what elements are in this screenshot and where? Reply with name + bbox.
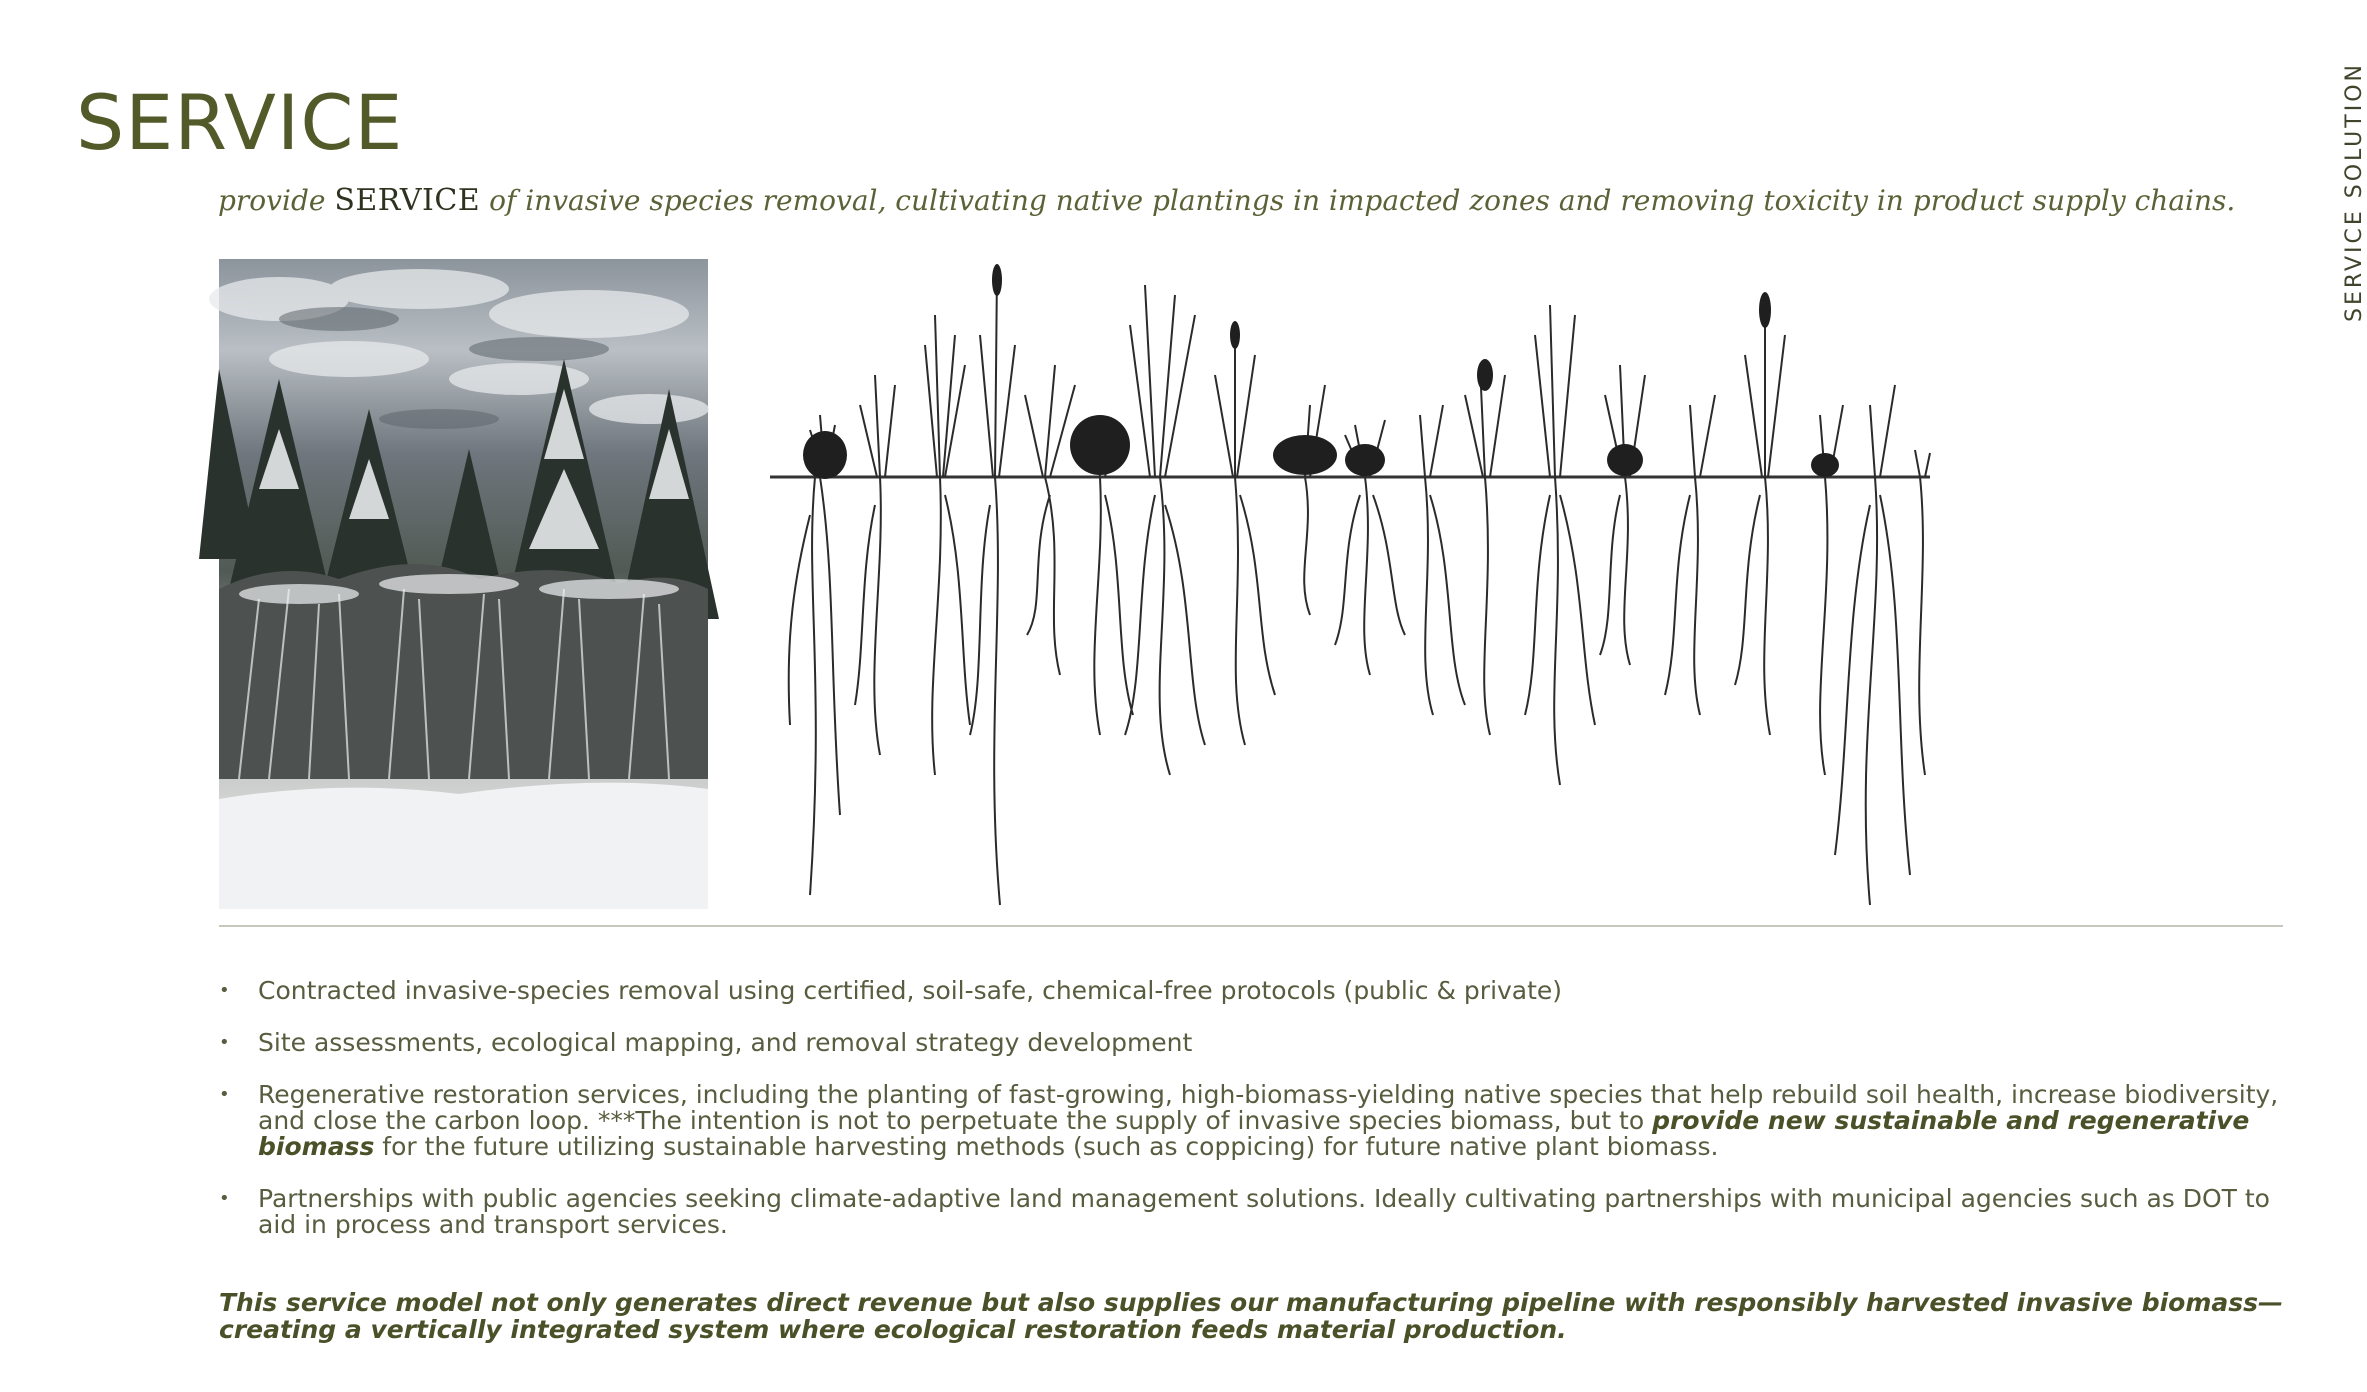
page-title: SERVICE: [76, 78, 404, 167]
snowy-forest-photo: [219, 259, 708, 909]
bullet-list: [219, 978, 2289, 1264]
list-item: [219, 1030, 2289, 1056]
bullet-text: Site assessments, ecological mapping, and removal strategy development: [258, 1028, 1193, 1057]
bullet-text: Partnerships with public agencies seeking climate-adaptive land management solutions. Ideally cultivating partnerships with municipal agencies such as DOT to aid in process and transport services.: [258, 1184, 2270, 1239]
bullet-marker: •: [219, 1084, 230, 1105]
list-item: [219, 1186, 2289, 1238]
bullet-marker: •: [219, 1032, 230, 1053]
list-item: [219, 1082, 2289, 1160]
bullet-text: Contracted invasive-species removal using certified, soil-safe, chemical-free protocols (public & private): [258, 976, 1563, 1005]
subtitle-emphasis: SERVICE: [334, 183, 481, 218]
closing-statement: This service model not only generates direct revenue but also supplies our manufacturing pipeline with responsibly harvested invasive biomass—creating a vertically integrated system where ecological restoration feeds material production.: [219, 1288, 2284, 1344]
subtitle: [218, 183, 2236, 218]
bullet-emphasis: provide new sustainable and regenerative biomass: [258, 1106, 2250, 1161]
native-plants-root-illustration: [765, 255, 1935, 915]
bullet-marker: •: [219, 980, 230, 1001]
subtitle-rest: of invasive species removal, cultivating native plantings in impacted zones and removing toxicity in product supply chains.: [480, 184, 2236, 217]
section-divider: [219, 925, 2283, 927]
subtitle-lead: provide: [218, 184, 335, 217]
side-section-label: SERVICE SOLUTION: [2342, 62, 2367, 322]
snowy-forest-illustration: [219, 259, 708, 909]
list-item: [219, 978, 2289, 1004]
bullet-marker: •: [219, 1188, 230, 1209]
bullet-text: Regenerative restoration services, including the planting of fast-growing, high-biomass-yielding native species that help rebuild soil health, increase biodiversity, and close the carbon loop. ***The intention is not to perpetuate the supply of invasive species biomass, but to: [258, 1080, 2279, 1135]
bullet-text-continued: for the future utilizing sustainable harvesting methods (such as coppicing) for future native plant biomass.: [374, 1132, 1719, 1161]
